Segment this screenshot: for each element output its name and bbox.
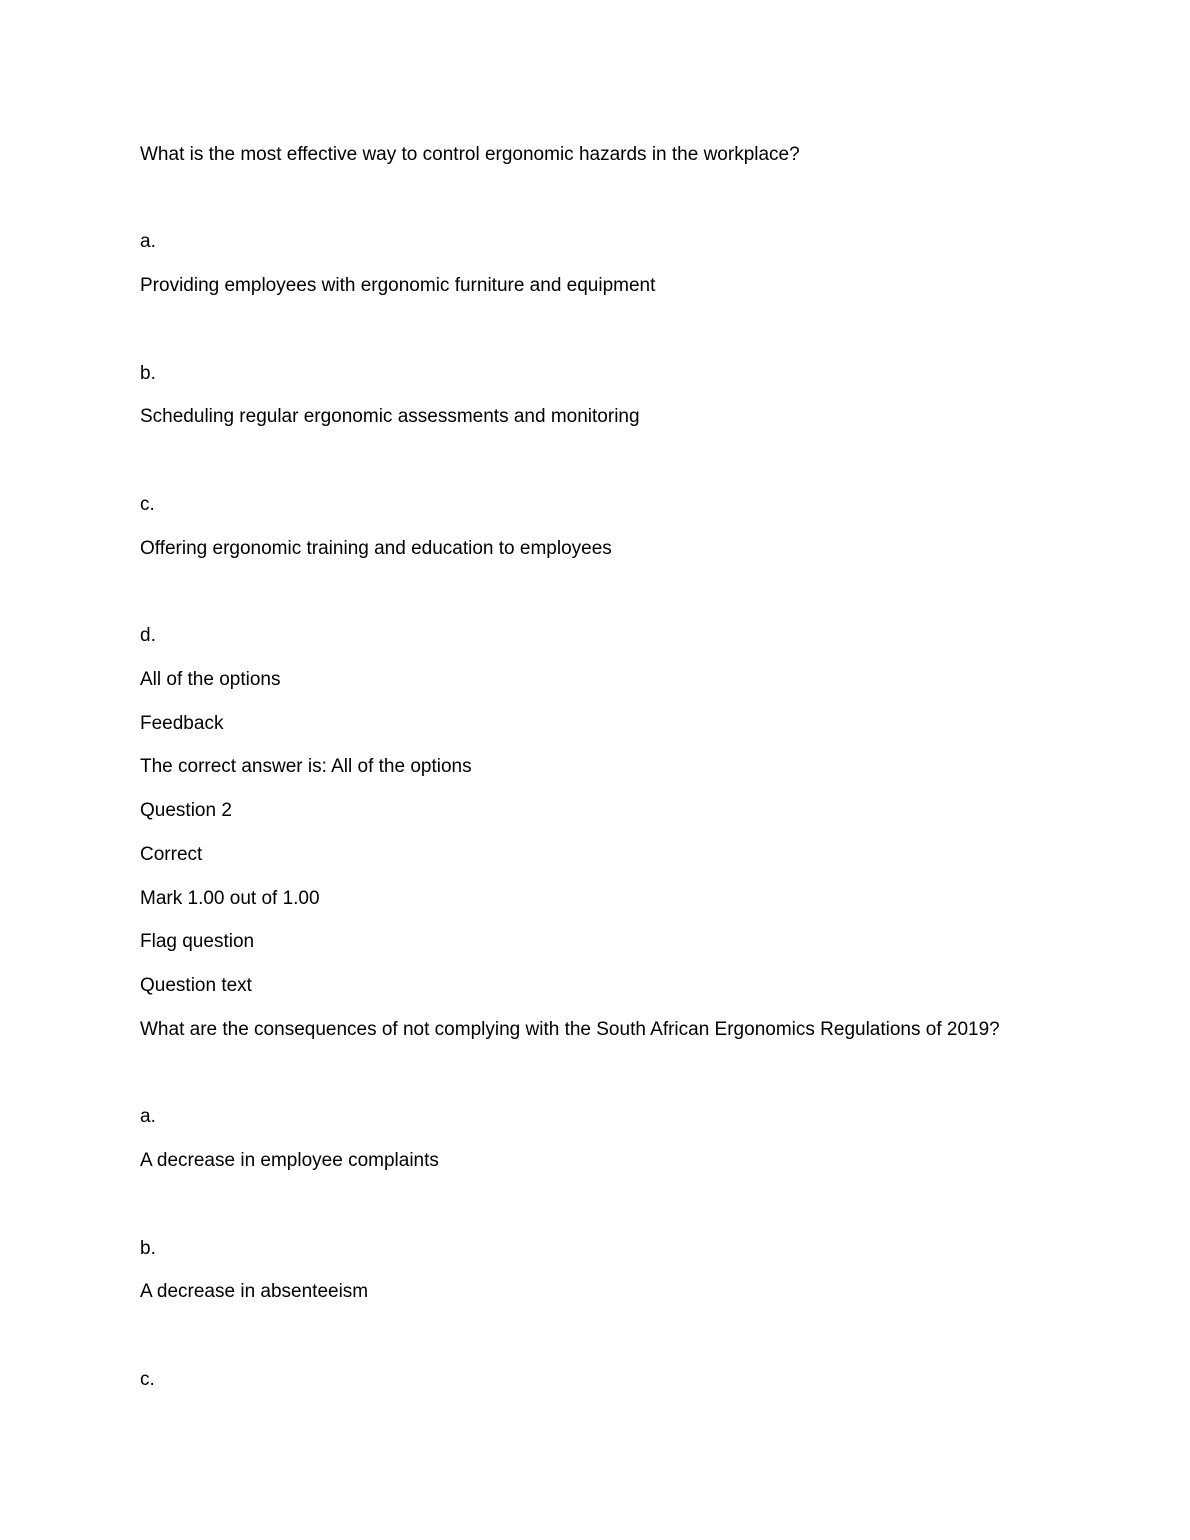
question-1-option-d-letter: d. bbox=[140, 625, 156, 646]
question-2-text: What are the consequences of not complying with the South African Ergonomics Regulations of 2019? bbox=[140, 1019, 1000, 1040]
question-2-text-label: Question text bbox=[140, 975, 252, 996]
question-2-option-b-text: A decrease in absenteeism bbox=[140, 1281, 369, 1302]
feedback-label: Feedback bbox=[140, 713, 224, 734]
question-1-text: What is the most effective way to control ergonomic hazards in the workplace? bbox=[140, 144, 800, 165]
question-2-option-c-letter: c. bbox=[140, 1369, 155, 1390]
question-1-option-a-letter: a. bbox=[140, 231, 156, 252]
correct-answer-text: The correct answer is: All of the options bbox=[140, 756, 472, 777]
question-1-option-b-text: Scheduling regular ergonomic assessments and monitoring bbox=[140, 406, 640, 427]
question-2-status: Correct bbox=[140, 844, 203, 865]
question-2-flag: Flag question bbox=[140, 931, 255, 952]
question-1-option-c-text: Offering ergonomic training and education to employees bbox=[140, 538, 612, 559]
question-2-mark: Mark 1.00 out of 1.00 bbox=[140, 888, 320, 909]
question-2-number: Question 2 bbox=[140, 800, 232, 821]
question-1-option-d-text: All of the options bbox=[140, 669, 281, 690]
question-2-option-a-letter: a. bbox=[140, 1106, 156, 1127]
question-1-option-c-letter: c. bbox=[140, 494, 155, 515]
question-2-option-b-letter: b. bbox=[140, 1238, 156, 1259]
question-2-option-a-text: A decrease in employee complaints bbox=[140, 1150, 439, 1171]
question-1-option-b-letter: b. bbox=[140, 363, 156, 384]
question-1-option-a-text: Providing employees with ergonomic furniture and equipment bbox=[140, 275, 656, 296]
